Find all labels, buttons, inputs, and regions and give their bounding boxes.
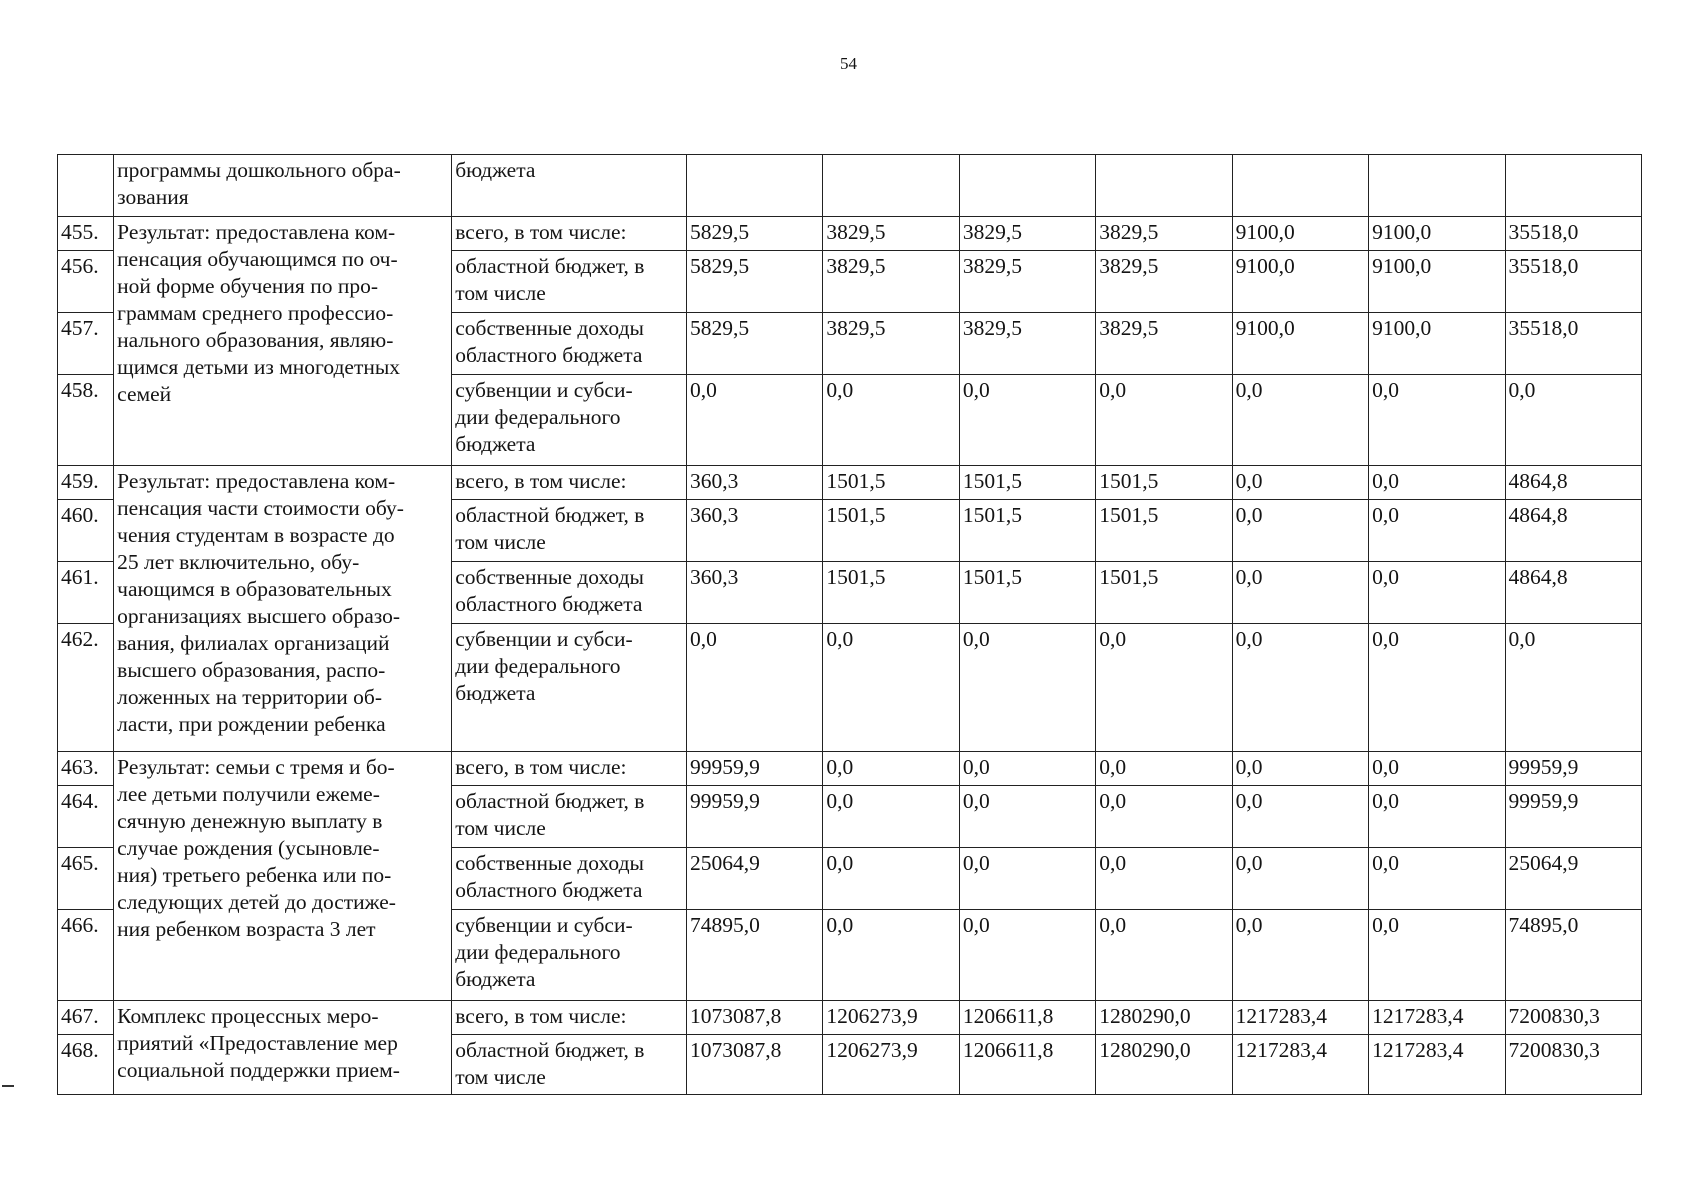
budget-value: 0,0	[1096, 848, 1232, 910]
budget-value: 74895,0	[1505, 910, 1642, 1001]
budget-value	[959, 155, 1095, 217]
funding-source-text: всего, в том числе:	[455, 755, 627, 779]
budget-value: 4864,8	[1505, 466, 1642, 500]
budget-value: 0,0	[1369, 910, 1505, 1001]
budget-value: 3829,5	[959, 217, 1095, 251]
budget-value: 0,0	[959, 375, 1095, 466]
budget-value: 3829,5	[823, 217, 959, 251]
result-description	[114, 752, 452, 1001]
funding-source	[452, 1001, 687, 1035]
budget-value: 0,0	[1096, 375, 1232, 466]
budget-value: 7200830,3	[1505, 1001, 1642, 1035]
funding-source	[452, 624, 687, 752]
row-number: 466.	[58, 910, 114, 1001]
budget-value: 35518,0	[1505, 251, 1642, 313]
funding-source	[452, 848, 687, 910]
budget-value: 0,0	[1096, 786, 1232, 848]
budget-value: 0,0	[823, 624, 959, 752]
budget-value: 0,0	[1369, 786, 1505, 848]
budget-value: 35518,0	[1505, 217, 1642, 251]
budget-value: 74895,0	[686, 910, 822, 1001]
budget-value: 99959,9	[1505, 786, 1642, 848]
budget-value: 0,0	[1096, 752, 1232, 786]
funding-source	[452, 500, 687, 562]
funding-source	[452, 155, 687, 217]
funding-source	[452, 562, 687, 624]
budget-value: 0,0	[1505, 624, 1642, 752]
row-number: 458.	[58, 375, 114, 466]
budget-value: 0,0	[1505, 375, 1642, 466]
budget-value: 1206273,9	[823, 1035, 959, 1095]
budget-value: 9100,0	[1232, 313, 1368, 375]
result-description	[114, 466, 452, 752]
budget-value: 360,3	[686, 562, 822, 624]
budget-value	[1505, 155, 1642, 217]
budget-value: 1217283,4	[1232, 1035, 1368, 1095]
budget-value: 0,0	[1369, 500, 1505, 562]
row-number: 461.	[58, 562, 114, 624]
budget-value: 1501,5	[959, 466, 1095, 500]
row-number: 455.	[58, 217, 114, 251]
budget-value: 0,0	[686, 375, 822, 466]
budget-value: 9100,0	[1369, 313, 1505, 375]
budget-value	[1096, 155, 1232, 217]
budget-value: 0,0	[823, 848, 959, 910]
budget-value: 0,0	[686, 624, 822, 752]
funding-source	[452, 910, 687, 1001]
table-row	[58, 217, 1642, 251]
budget-value: 5829,5	[686, 313, 822, 375]
result-description-text: Результат: предоставлена ком- пенсация обучающимся по оч- ной форме обучения по про- граммам среднего профессио- нального образования, являю- щимся детьми из многодетных семей	[117, 220, 401, 406]
budget-value: 3829,5	[1096, 251, 1232, 313]
budget-value: 5829,5	[686, 217, 822, 251]
funding-source	[452, 375, 687, 466]
budget-value: 0,0	[1232, 624, 1368, 752]
funding-source	[452, 786, 687, 848]
budget-value: 3829,5	[959, 313, 1095, 375]
funding-source	[452, 752, 687, 786]
budget-value: 9100,0	[1232, 251, 1368, 313]
row-number: 468.	[58, 1035, 114, 1095]
budget-value: 4864,8	[1505, 500, 1642, 562]
budget-value: 1217283,4	[1369, 1035, 1505, 1095]
budget-value: 0,0	[823, 786, 959, 848]
budget-table	[57, 154, 1642, 1095]
funding-source-text: областной бюджет, в том числе	[455, 1038, 645, 1089]
budget-value: 1501,5	[959, 500, 1095, 562]
budget-value: 9100,0	[1369, 217, 1505, 251]
table-row	[58, 752, 1642, 786]
funding-source	[452, 1035, 687, 1095]
budget-value: 3829,5	[959, 251, 1095, 313]
funding-source-text: областной бюджет, в том числе	[455, 503, 645, 554]
budget-value: 1501,5	[1096, 500, 1232, 562]
budget-value: 99959,9	[1505, 752, 1642, 786]
budget-value: 3829,5	[1096, 217, 1232, 251]
funding-source	[452, 251, 687, 313]
budget-value: 99959,9	[686, 752, 822, 786]
funding-source-text: всего, в том числе:	[455, 1004, 627, 1028]
budget-value: 3829,5	[1096, 313, 1232, 375]
funding-source	[452, 466, 687, 500]
budget-value: 3829,5	[823, 313, 959, 375]
budget-value: 0,0	[1369, 752, 1505, 786]
budget-value: 25064,9	[1505, 848, 1642, 910]
table-row	[58, 155, 1642, 217]
budget-value: 1501,5	[959, 562, 1095, 624]
budget-value: 0,0	[1232, 562, 1368, 624]
budget-value: 1206273,9	[823, 1001, 959, 1035]
page-number: 54	[840, 54, 857, 73]
funding-source	[452, 313, 687, 375]
result-description-text: программы дошкольного обра- зования	[117, 158, 401, 209]
funding-source-text: всего, в том числе:	[455, 220, 627, 244]
budget-value: 360,3	[686, 500, 822, 562]
budget-value: 1280290,0	[1096, 1001, 1232, 1035]
budget-value: 0,0	[1369, 848, 1505, 910]
budget-value	[823, 155, 959, 217]
budget-value: 0,0	[1369, 466, 1505, 500]
budget-value: 0,0	[823, 375, 959, 466]
budget-value: 0,0	[959, 910, 1095, 1001]
row-number: 463.	[58, 752, 114, 786]
result-description-text: Комплекс процессных меро- приятий «Предоставление мер социальной поддержки прием-	[117, 1004, 400, 1082]
budget-value: 25064,9	[686, 848, 822, 910]
budget-value: 4864,8	[1505, 562, 1642, 624]
budget-value	[1232, 155, 1368, 217]
table-row	[58, 466, 1642, 500]
funding-source-text: собственные доходы областного бюджета	[455, 565, 644, 616]
budget-value: 360,3	[686, 466, 822, 500]
funding-source-text: собственные доходы областного бюджета	[455, 316, 644, 367]
budget-value: 1501,5	[823, 562, 959, 624]
budget-value: 0,0	[1232, 500, 1368, 562]
budget-value: 0,0	[959, 848, 1095, 910]
margin-dash-mark	[2, 1085, 14, 1087]
budget-value: 1280290,0	[1096, 1035, 1232, 1095]
budget-value: 0,0	[1096, 910, 1232, 1001]
funding-source-text: собственные доходы областного бюджета	[455, 851, 644, 902]
budget-value: 1217283,4	[1232, 1001, 1368, 1035]
funding-source-text: субвенции и субси- дии федерального бюджета	[455, 378, 633, 456]
row-number	[58, 155, 114, 217]
funding-source-text: областной бюджет, в том числе	[455, 789, 645, 840]
row-number: 456.	[58, 251, 114, 313]
budget-value	[1369, 155, 1505, 217]
budget-value: 0,0	[1232, 848, 1368, 910]
row-number: 457.	[58, 313, 114, 375]
row-number: 464.	[58, 786, 114, 848]
budget-value: 0,0	[959, 624, 1095, 752]
funding-source	[452, 217, 687, 251]
budget-value: 99959,9	[686, 786, 822, 848]
budget-value: 1501,5	[823, 466, 959, 500]
result-description	[114, 155, 452, 217]
budget-value: 1217283,4	[1369, 1001, 1505, 1035]
budget-value: 0,0	[959, 786, 1095, 848]
budget-value: 0,0	[1369, 375, 1505, 466]
budget-value	[686, 155, 822, 217]
funding-source-text: всего, в том числе:	[455, 469, 627, 493]
budget-value: 1206611,8	[959, 1035, 1095, 1095]
budget-value: 7200830,3	[1505, 1035, 1642, 1095]
result-description	[114, 1001, 452, 1095]
budget-value: 0,0	[1232, 786, 1368, 848]
budget-value: 0,0	[823, 752, 959, 786]
budget-value: 0,0	[1369, 624, 1505, 752]
funding-source-text: субвенции и субси- дии федерального бюджета	[455, 627, 633, 705]
row-number: 460.	[58, 500, 114, 562]
budget-value: 1501,5	[823, 500, 959, 562]
row-number: 465.	[58, 848, 114, 910]
funding-source-text: бюджета	[455, 158, 536, 182]
budget-value: 1206611,8	[959, 1001, 1095, 1035]
row-number: 459.	[58, 466, 114, 500]
budget-value: 1501,5	[1096, 562, 1232, 624]
budget-value: 0,0	[959, 752, 1095, 786]
budget-value: 0,0	[1232, 466, 1368, 500]
result-description-text: Результат: предоставлена ком- пенсация части стоимости обу- чения студентам в возрасте до 25 лет включительно, обу- чающимся в образовательных организациях высшего образо- вания, филиалах организаций высшего образования, распо- ложенных на территории об- ласти, при рождении ребенка	[117, 469, 404, 736]
budget-table-body	[58, 155, 1642, 1095]
budget-value: 1073087,8	[686, 1001, 822, 1035]
budget-value: 0,0	[1232, 375, 1368, 466]
row-number: 462.	[58, 624, 114, 752]
budget-value: 0,0	[1232, 752, 1368, 786]
budget-value: 0,0	[1369, 562, 1505, 624]
row-number: 467.	[58, 1001, 114, 1035]
budget-value: 9100,0	[1232, 217, 1368, 251]
budget-value: 0,0	[1096, 624, 1232, 752]
budget-value: 35518,0	[1505, 313, 1642, 375]
budget-value: 9100,0	[1369, 251, 1505, 313]
funding-source-text: субвенции и субси- дии федерального бюджета	[455, 913, 633, 991]
budget-value: 1501,5	[1096, 466, 1232, 500]
budget-value: 3829,5	[823, 251, 959, 313]
table-row	[58, 1001, 1642, 1035]
funding-source-text: областной бюджет, в том числе	[455, 254, 645, 305]
budget-value: 1073087,8	[686, 1035, 822, 1095]
budget-value: 5829,5	[686, 251, 822, 313]
result-description	[114, 217, 452, 466]
result-description-text: Результат: семьи с тремя и бо- лее детьми получили ежеме- сячную денежную выплату в случае рождения (усыновле- ния) третьего ребенка или по- следующих детей до достиже- ния ребенком возраста 3 лет	[117, 755, 396, 941]
budget-value: 0,0	[1232, 910, 1368, 1001]
budget-value: 0,0	[823, 910, 959, 1001]
